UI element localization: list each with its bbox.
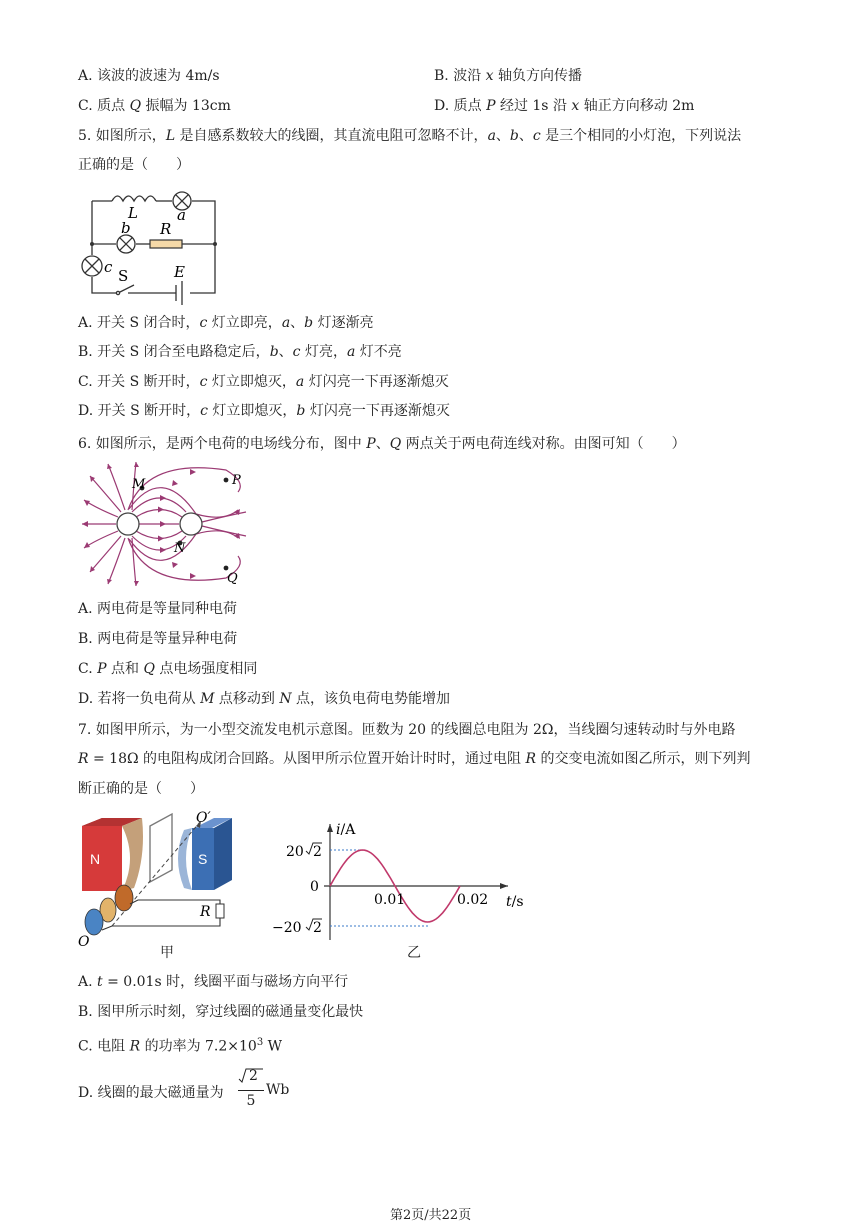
- x-tick-001: 0.01: [374, 892, 406, 908]
- q6-option-a: A. 两电荷是等量同种电荷: [78, 601, 238, 617]
- n-pole: [82, 826, 122, 891]
- q4-option-d: D. 质点 P 经过 1s 沿 x 轴正方向移动 2m: [434, 98, 695, 114]
- inductor-coil: [112, 196, 156, 201]
- q6-field-diagram: [76, 462, 256, 590]
- q6-stem: 6. 如图所示，是两个电荷的电场线分布，图中 P、Q 两点关于两电荷连线对称。由图可知（ ）: [78, 436, 686, 452]
- x-axis-label: t/s: [506, 894, 524, 910]
- junction-dot: [213, 242, 217, 246]
- q5-option-c: C. 开关 S 断开时，c 灯立即熄灭，a 灯闪亮一下再逐渐熄灭: [78, 374, 449, 390]
- q6-option-c: C. P 点和 Q 点电场强度相同: [78, 661, 258, 677]
- wire: [92, 277, 116, 293]
- field-line: [108, 538, 125, 584]
- q7-option-b: B. 图甲所示时刻，穿过线圈的磁通量变化最快: [78, 1004, 364, 1020]
- q7-generator-figure: [72, 808, 242, 958]
- svg-text:20: 20: [286, 844, 304, 860]
- n-pole-face: [122, 818, 143, 891]
- q5-circuit-diagram: [76, 183, 226, 301]
- label-c: c: [104, 258, 113, 276]
- y-axis-label: i/A: [336, 822, 356, 838]
- label-S: S: [118, 267, 129, 285]
- q7-caption-yi: 乙: [407, 945, 421, 961]
- switch-s: [118, 285, 134, 293]
- page-number: 第2页/共22页: [390, 1208, 472, 1223]
- y-tick-top: [286, 843, 322, 860]
- label-Q: Q: [227, 571, 238, 586]
- point-P: [224, 478, 229, 483]
- q6-option-d: D. 若将一负电荷从 M 点移动到 N 点，该负电荷电势能增加: [78, 691, 451, 707]
- q5-stem-line2: 正确的是（ ）: [78, 157, 190, 173]
- x-tick-002: 0.02: [457, 892, 489, 908]
- point-Q: [224, 566, 229, 571]
- q5-option-a: A. 开关 S 闭合时，c 灯立即亮，a、b 灯逐渐亮: [78, 315, 374, 331]
- q5-option-b: B. 开关 S 闭合至电路稳定后，b、c 灯亮，a 灯不亮: [78, 344, 402, 360]
- q7-stem-line3: 断正确的是（ ）: [78, 781, 204, 797]
- q7-caption-jia: 甲: [160, 945, 174, 961]
- label-O: O: [78, 934, 90, 950]
- label-R: R: [160, 220, 172, 238]
- junction-dot: [90, 242, 94, 246]
- q4-option-c: C. 质点 Q 振幅为 13cm: [78, 98, 231, 114]
- label-N: N: [90, 851, 101, 867]
- label-N: N: [174, 541, 186, 556]
- q7-current-graph: [272, 820, 530, 948]
- resistor-r: [150, 240, 182, 248]
- q5-stem-line1: 5. 如图所示，L 是自感系数较大的线圈，其直流电阻可忽略不计，a、b、c 是三个相同的小灯泡，下列说法: [78, 128, 742, 144]
- slip-ring: [85, 909, 103, 935]
- q7-stem-line1: 7. 如图甲所示，为一小型交流发电机示意图。匝数为 20 的线圈总电阻为 2Ω，当线圈匀速转动时与外电路: [78, 722, 736, 738]
- q5-option-d: D. 开关 S 断开时，c 灯立即熄灭，b 灯闪亮一下再逐渐熄灭: [78, 403, 450, 419]
- svg-text:2: 2: [313, 844, 322, 860]
- q7-option-a: A. t = 0.01s 时，线圈平面与磁场方向平行: [78, 974, 349, 990]
- field-line: [108, 464, 125, 510]
- label-E: E: [174, 263, 185, 281]
- charge-right: [180, 513, 202, 535]
- label-P: P: [232, 473, 241, 488]
- y-tick-zero: 0: [310, 879, 319, 895]
- q4-option-a: A. 该波的波速为 4m/s: [78, 68, 220, 84]
- slip-ring: [115, 885, 133, 911]
- q7-stem-line2: R = 18Ω 的电阻构成闭合回路。从图甲所示位置开始计时时，通过电阻 R 的交变电流如图乙所示，则下列判: [78, 751, 751, 767]
- label-R: R: [200, 904, 211, 920]
- label-M: M: [132, 477, 146, 492]
- label-O-prime: O′: [196, 810, 211, 826]
- q4-option-b: B. 波沿 x 轴负方向传播: [434, 68, 582, 84]
- s-pole-face: [178, 828, 192, 890]
- label-b: b: [121, 219, 131, 237]
- label-a: a: [177, 206, 186, 224]
- resistor-R: [216, 904, 224, 918]
- positive-charge: [117, 513, 139, 535]
- svg-text:−20: −20: [272, 920, 302, 936]
- q7-option-c: C. 电阻 R 的功率为 $7.2\times 10^3$ W: [78, 1037, 283, 1055]
- wire: [190, 201, 215, 293]
- label-L: L: [128, 204, 138, 222]
- svg-text:2: 2: [313, 920, 322, 936]
- q6-option-b: B. 两电荷是等量异种电荷: [78, 631, 238, 647]
- label-S: S: [198, 851, 208, 867]
- y-tick-bottom: [272, 919, 322, 936]
- coil-loop: [150, 814, 172, 882]
- battery-e: [176, 281, 182, 305]
- fraction: 2 5: [238, 1066, 264, 1109]
